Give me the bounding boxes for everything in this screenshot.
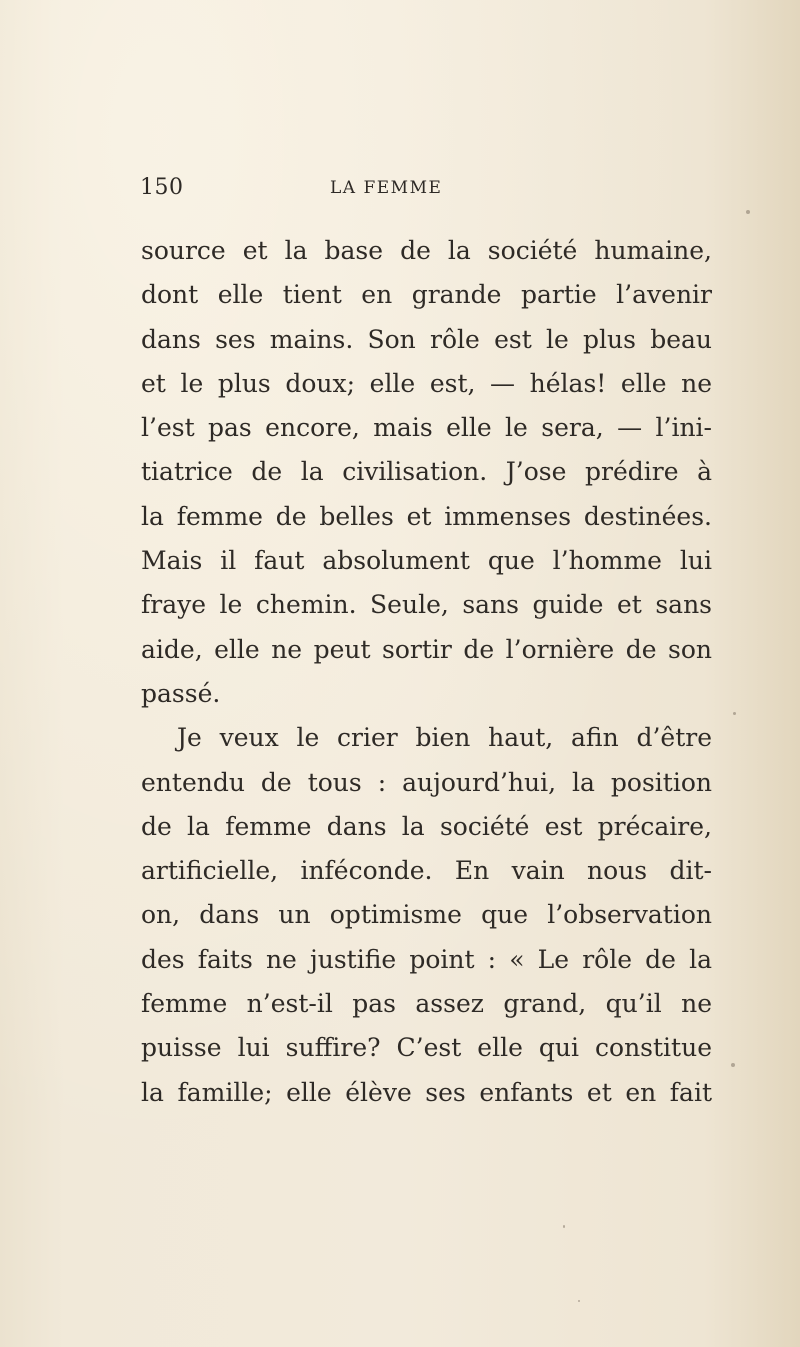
text-line: passé. xyxy=(141,678,221,708)
text-line: l’est pas encore, mais elle le sera, — l’ini- xyxy=(141,413,712,443)
paper-speck xyxy=(733,712,736,715)
text-line: dans ses mains. Son rôle est le plus beau xyxy=(141,324,712,354)
text-line: Mais il faut absolument que l’homme lui xyxy=(141,546,712,576)
page-number: 150 xyxy=(140,175,184,200)
text-line: des faits ne justifie point : « Le rôle de la xyxy=(141,944,712,974)
text-line: artificielle, inféconde. En vain nous dit- xyxy=(141,856,712,886)
paper-speck xyxy=(563,1225,565,1228)
text-line: dont elle tient en grande partie l’avenir xyxy=(141,280,712,310)
text-line: Je veux le crier bien haut, afin d’être xyxy=(177,723,712,753)
text-line: la famille; elle élève ses enfants et en fait xyxy=(141,1077,712,1107)
paper-speck xyxy=(746,210,750,214)
text-line: aide, elle ne peut sortir de l’ornière de son xyxy=(141,634,712,664)
paper-speck xyxy=(731,1063,735,1067)
text-line: la femme de belles et immenses destinées. xyxy=(141,501,712,531)
text-line: on, dans un optimisme que l’observation xyxy=(141,900,712,930)
text-line: puisse lui suffire? C’est elle qui constitue xyxy=(141,1033,712,1063)
text-line: tiatrice de la civilisation. J’ose prédire à xyxy=(141,457,712,487)
text-line: et le plus doux; elle est, — hélas! elle ne xyxy=(141,368,712,398)
page-header xyxy=(140,175,540,205)
text-line: femme n’est-il pas assez grand, qu’il ne xyxy=(141,989,712,1019)
body-text xyxy=(141,229,712,1115)
running-title: LA FEMME xyxy=(330,178,443,198)
paper-speck xyxy=(578,1300,580,1302)
text-line: source et la base de la société humaine, xyxy=(141,236,712,265)
text-line: entendu de tous : aujourd’hui, la position xyxy=(141,767,712,797)
text-line: fraye le chemin. Seule, sans guide et sans xyxy=(141,590,712,620)
text-line: de la femme dans la société est précaire, xyxy=(141,811,712,841)
